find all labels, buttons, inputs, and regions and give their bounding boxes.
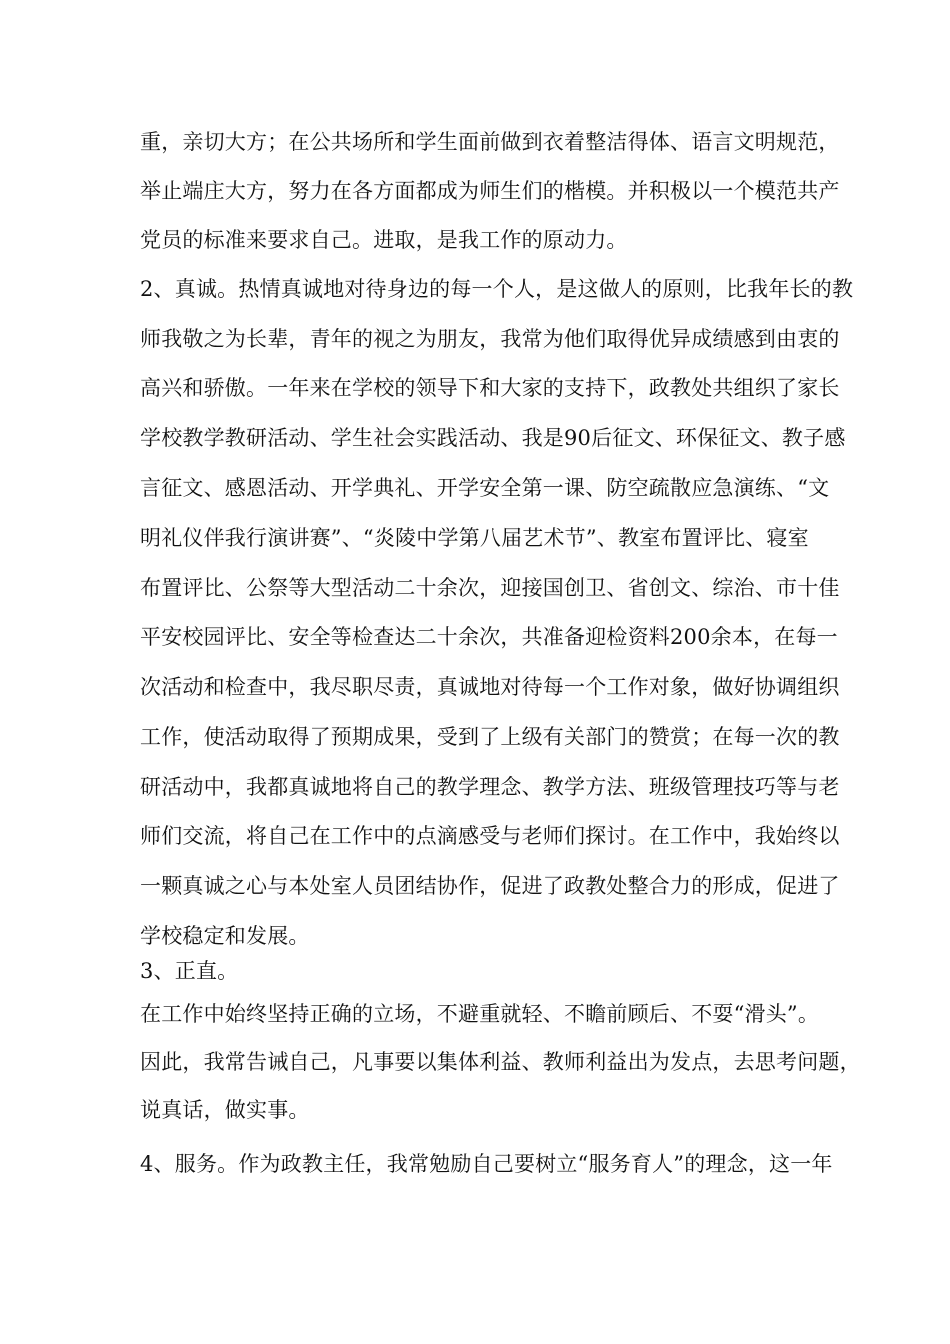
paragraph-line: 布置评比、公祭等大型活动二十余次，迎接国创卫、省创文、综治、市十佳 bbox=[140, 576, 840, 600]
section-heading: 3、正直。 bbox=[140, 959, 239, 983]
paragraph-line: 党员的标准来要求自己。进取，是我工作的原动力。 bbox=[140, 228, 628, 252]
paragraph-line: 4、服务。作为政教主任，我常勉励自己要树立“服务育人”的理念，这一年 bbox=[140, 1152, 833, 1176]
paragraph-line: 高兴和骄傲。一年来在学校的领导下和大家的支持下，政教处共组织了家长 bbox=[140, 376, 840, 400]
paragraph-line: 学校稳定和发展。 bbox=[140, 924, 310, 948]
paragraph-line: 平安校园评比、安全等检查达二十余次，共准备迎检资料200余本，在每一 bbox=[140, 625, 838, 649]
paragraph-line: 明礼仪伴我行演讲赛”、“炎陵中学第八届艺术节”、教室布置评比、寝室 bbox=[140, 526, 809, 550]
paragraph-line: 言征文、感恩活动、开学典礼、开学安全第一课、防空疏散应急演练、“文 bbox=[140, 476, 830, 500]
paragraph-line: 举止端庄大方，努力在各方面都成为师生们的楷模。并积极以一个模范共产 bbox=[140, 179, 840, 203]
paragraph-line: 研活动中，我都真诚地将自己的教学理念、教学方法、班级管理技巧等与老 bbox=[140, 775, 840, 799]
paragraph-line: 在工作中始终坚持正确的立场，不避重就轻、不瞻前顾后、不耍“滑头”。 bbox=[140, 1002, 820, 1026]
paragraph-line: 说真话，做实事。 bbox=[140, 1098, 310, 1122]
paragraph-line: 师我敬之为长辈，青年的视之为朋友，我常为他们取得优异成绩感到由衷的 bbox=[140, 327, 840, 351]
paragraph-line: 次活动和检查中，我尽职尽责，真诚地对待每一个工作对象，做好协调组织 bbox=[140, 675, 840, 699]
paragraph-line: 因此，我常告诫自己，凡事要以集体利益、教师利益出为发点，去思考问题， bbox=[140, 1050, 861, 1074]
paragraph-line: 学校教学教研活动、学生社会实践活动、我是90后征文、环保征文、教子感 bbox=[140, 426, 846, 450]
paragraph-line: 一颗真诚之心与本处室人员团结协作，促进了政教处整合力的形成，促进了 bbox=[140, 874, 840, 898]
paragraph-line: 2、真诚。热情真诚地对待身边的每一个人，是这做人的原则，比我年长的教 bbox=[140, 277, 854, 301]
paragraph-line: 工作，使活动取得了预期成果，受到了上级有关部门的赞赏；在每一次的教 bbox=[140, 725, 840, 749]
paragraph-line: 重，亲切大方；在公共场所和学生面前做到衣着整洁得体、语言文明规范， bbox=[140, 130, 840, 154]
paragraph-line: 师们交流，将自己在工作中的点滴感受与老师们探讨。在工作中，我始终以 bbox=[140, 824, 840, 848]
